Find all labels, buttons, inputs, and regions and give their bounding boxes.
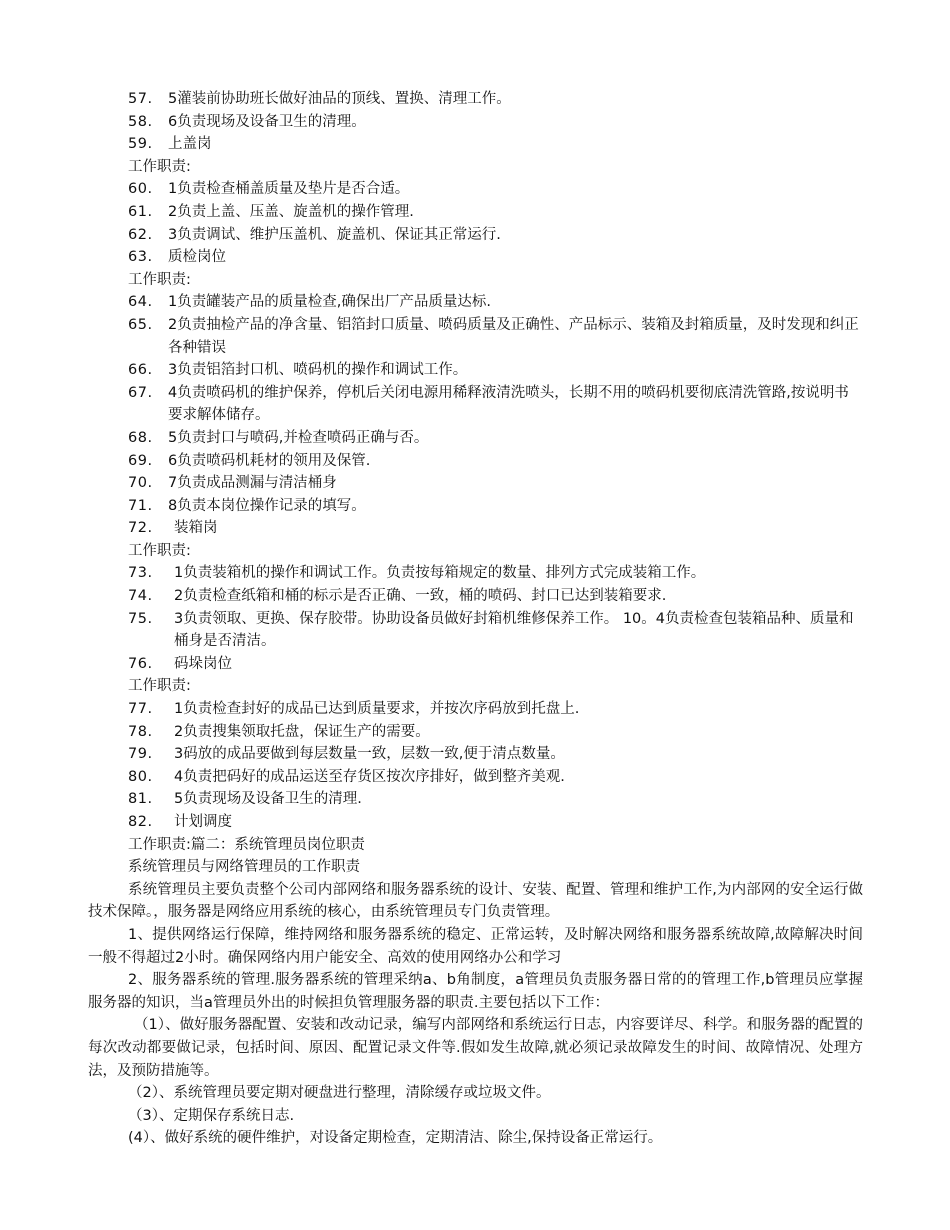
list-item xyxy=(128,517,863,540)
paragraph: 1、提供网络运行保障，维持网络和服务器系统的稳定、正常运转，及时解决网络和服务器系统故障,故障解决时间一般不得超过2小时。确保网络内用户能安全、高效的使用网络办公和学习 xyxy=(88,926,863,966)
list-item xyxy=(128,111,863,134)
list-item xyxy=(128,382,863,427)
item-text: 计划调度 xyxy=(174,814,232,830)
item-text: 6负责喷码机耗材的领用及保管. xyxy=(168,452,371,469)
item-number: 82. xyxy=(128,814,153,830)
list-item xyxy=(128,201,863,224)
item-number: 65. xyxy=(128,316,153,333)
item-text: 4负责把码好的成品运送至存货区按次序排好，做到整齐美观. xyxy=(174,768,565,785)
list-item xyxy=(128,178,863,201)
list-item xyxy=(128,788,863,811)
item-number: 76. xyxy=(128,655,153,672)
item-number: 70. xyxy=(128,475,153,492)
item-number: 60. xyxy=(128,181,153,198)
item-text: 1负责检查封好的成品已达到质量要求，并按次序码放到托盘上. xyxy=(174,701,580,718)
list-item xyxy=(128,562,863,585)
item-text: 质检岗位 xyxy=(168,249,226,266)
list-item xyxy=(128,698,863,721)
item-number: 78. xyxy=(128,723,153,740)
item-number: 71. xyxy=(128,497,153,514)
list-item xyxy=(128,495,863,518)
list-item xyxy=(128,608,863,653)
sub-paragraph: （1）、做好服务器配置、安装和改动记录，编写内部网络和系统运行日志，内容要详尽、科学。和服务器的配置的每次改动都要做记录，包括时间、原因、配置记录文件等.假如发生故障,就必须记录故障发生的时间、故障情况、处理方法，及预防措施等。 xyxy=(88,1017,863,1079)
item-text: 7负责成品测漏与清洁桶身 xyxy=(168,475,337,492)
item-text: 3负责调试、维护压盖机、旋盖机、保证其正常运行. xyxy=(168,226,501,243)
item-number: 59. xyxy=(128,136,153,153)
duty-label: 工作职责: xyxy=(128,678,191,695)
item-number: 79. xyxy=(128,746,153,763)
item-text: 5负责现场及设备卫生的清理. xyxy=(174,791,362,808)
item-text: 5负责封口与喷码,并检查喷码正确与否。 xyxy=(168,429,429,446)
item-text: 1负责检查桶盖质量及垫片是否合适。 xyxy=(168,181,410,198)
list-item xyxy=(128,291,863,314)
paragraph: 系统管理员主要负责整个公司内部网络和服务器系统的设计、安装、配置、管理和维护工作,为内部网的安全运行做技术保障。，服务器是网络应用系统的核心，由系统管理员专门负责管理。 xyxy=(88,881,863,921)
list-item xyxy=(128,811,863,834)
item-text: 上盖岗 xyxy=(168,136,212,153)
item-text: 4负责喷码机的维护保养，停机后关闭电源用稀释液清洗喷头，长期不用的喷码机要彻底清洗管路,按说明书要求解体储存。 xyxy=(168,384,849,424)
list-item xyxy=(128,472,863,495)
item-number: 66. xyxy=(128,362,153,379)
item-number: 74. xyxy=(128,588,153,605)
sub-paragraph: （2）、系统管理员要定期对硬盘进行整理，清除缓存或垃圾文件。 xyxy=(128,1085,551,1102)
duty-label: 工作职责: xyxy=(128,271,191,288)
item-text: 2负责检查纸箱和桶的标示是否正确、一致，桶的喷码、封口已达到装箱要求. xyxy=(174,588,667,605)
list-item xyxy=(128,721,863,744)
paragraph: 2、服务器系统的管理.服务器系统的管理采纳a、b角制度，a管理员负责服务器日常的的管理工作,b管理员应掌握服务器的知识，当a管理员外出的时候担负管理服务器的职责.主要包括以下工作： xyxy=(88,972,863,1011)
document-body xyxy=(88,88,863,1150)
item-text: 6负责现场及设备卫生的清理。 xyxy=(168,113,366,130)
sub-paragraph: (4）、做好系统的硬件维护，对设备定期检查，定期清洁、除尘,保持设备正常运行。 xyxy=(128,1130,663,1147)
item-number: 75. xyxy=(128,610,153,627)
section-heading: 系统管理员与网络管理员的工作职责 xyxy=(128,859,360,876)
item-text: 1负责装箱机的操作和调试工作。负责按每箱规定的数量、排列方式完成装箱工作。 xyxy=(174,565,706,582)
item-number: 81. xyxy=(128,791,153,808)
item-number: 77. xyxy=(128,701,153,718)
item-number: 64. xyxy=(128,294,153,311)
item-text: 3负责铝箔封口机、喷码机的操作和调试工作。 xyxy=(168,362,468,379)
item-text: 3负责领取、更换、保存胶带。协助设备员做好封箱机维修保养工作。 10。4负责检查包装箱品种、质量和桶身是否清洁。 xyxy=(174,610,854,650)
item-text: 码垛岗位 xyxy=(174,655,232,672)
list-item xyxy=(128,224,863,247)
item-text: 2负责抽检产品的净含量、铝箔封口质量、喷码质量及正确性、产品标示、装箱及封箱质量，及时发现和纠正各种错误 xyxy=(168,316,859,356)
item-number: 80. xyxy=(128,768,153,785)
sub-paragraph: （3）、定期保存系统日志. xyxy=(128,1107,295,1124)
duty-label: 工作职责: xyxy=(128,542,191,559)
item-number: 73. xyxy=(128,565,153,582)
item-number: 69. xyxy=(128,452,153,469)
item-number: 68. xyxy=(128,429,153,446)
list-item xyxy=(128,450,863,473)
item-number: 58. xyxy=(128,113,153,130)
duty-label: 工作职责: xyxy=(128,158,191,175)
list-item xyxy=(128,133,863,156)
item-text: 2负责上盖、压盖、旋盖机的操作管理. xyxy=(168,203,414,220)
list-item xyxy=(128,246,863,269)
item-number: 62. xyxy=(128,226,153,243)
list-item xyxy=(128,88,863,111)
item-text: 8负责本岗位操作记录的填写。 xyxy=(168,497,366,514)
list-item xyxy=(128,743,863,766)
list-item xyxy=(128,427,863,450)
item-text: 5灌装前协助班长做好油品的顶线、置换、清理工作。 xyxy=(168,91,511,107)
duty-label: 工作职责:篇二：系统管理员岗位职责 xyxy=(128,836,365,853)
item-text: 装箱岗 xyxy=(174,520,218,537)
item-number: 63. xyxy=(128,249,153,266)
list-item xyxy=(128,653,863,676)
item-number: 57. xyxy=(128,91,153,107)
item-text: 3码放的成品要做到每层数量一致，层数一致,便于清点数量。 xyxy=(174,746,565,763)
list-item xyxy=(128,314,863,359)
list-item xyxy=(128,359,863,382)
item-number: 67. xyxy=(128,384,153,401)
item-text: 2负责搜集领取托盘，保证生产的需要。 xyxy=(174,723,430,740)
item-number: 72. xyxy=(128,520,153,537)
item-text: 1负责罐装产品的质量检查,确保出厂产品质量达标. xyxy=(168,294,491,311)
list-item xyxy=(128,585,863,608)
list-item xyxy=(128,766,863,789)
item-number: 61. xyxy=(128,203,153,220)
